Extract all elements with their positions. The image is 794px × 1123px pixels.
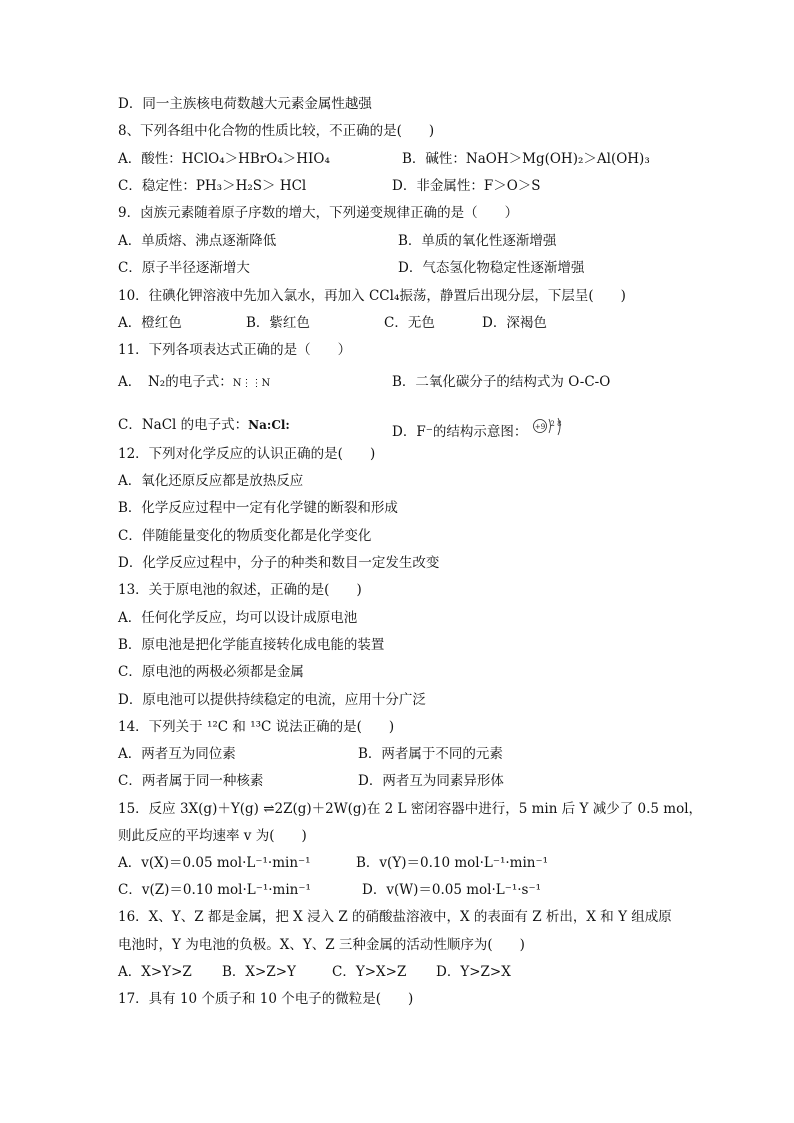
question-17: 17．具有 10 个质子和 10 个电子的微粒是( ) xyxy=(118,991,414,1007)
q15-option-c: C．v(Z)＝0.10 mol·L⁻¹·min⁻¹ xyxy=(118,882,311,898)
q11-option-b: B．二氧化碳分子的结构式为 O-C-O xyxy=(392,374,611,390)
q9-option-a: A．单质熔、沸点逐渐降低 xyxy=(118,233,277,249)
question-14: 14．下列关于 ¹²C 和 ¹³C 说法正确的是( ) xyxy=(118,719,395,735)
question-9: 9．卤族元素随着原子序数的增大，下列递变规律正确的是（ ） xyxy=(118,205,519,221)
q11d-label: D．F⁻的结构示意图： xyxy=(392,424,528,440)
q12-option-b: B．化学反应过程中一定有化学键的断裂和形成 xyxy=(118,500,398,516)
question-15: 15．反应 3X(g)＋Y(g) ⇌2Z(g)＋2W(g)在 2 L 密闭容器中进行，5 min 后 Y 减少了 0.5 mol， xyxy=(118,801,703,817)
q9-option-d: D．气态氢化物稳定性逐渐增强 xyxy=(398,260,585,276)
q13-option-d: D．原电池可以提供持续稳定的电流，应用十分广泛 xyxy=(118,692,426,708)
q9-option-c: C．原子半径逐渐增大 xyxy=(118,260,250,276)
q11-option-a xyxy=(118,373,270,393)
q14-option-d: D．两者互为同素异形体 xyxy=(358,773,504,789)
q12-option-a: A．氧化还原反应都是放热反应 xyxy=(118,473,304,489)
q10-option-c: C．无色 xyxy=(384,315,435,331)
q8-option-b: B．碱性：NaOH＞Mg(OH)₂＞Al(OH)₃ xyxy=(402,151,650,167)
q16-option-b: B．X>Z>Y xyxy=(222,964,296,980)
question-12: 12．下列对化学反应的认识正确的是( ) xyxy=(118,446,376,462)
q13-option-b: B．原电池是把化学能直接转化成电能的装置 xyxy=(118,637,385,653)
q11a-label: A． N₂的电子式： xyxy=(118,374,233,390)
question-13: 13．关于原电池的叙述，正确的是( ) xyxy=(118,582,362,598)
q16-option-c: C．Y>X>Z xyxy=(332,964,407,980)
fluoride-ion-structure-diagram xyxy=(532,416,582,442)
q11c-label: C．NaCl 的电子式： xyxy=(118,417,249,433)
q10-option-b: B．紫红色 xyxy=(246,315,310,331)
q16-option-a: A．X>Y>Z xyxy=(118,964,192,980)
question-15-continuation: 则此反应的平均速率 v 为( ) xyxy=(118,828,307,844)
q15-option-a: A．v(X)＝0.05 mol·L⁻¹·min⁻¹ xyxy=(118,855,311,871)
q15-option-b: B．v(Y)＝0.10 mol·L⁻¹·min⁻¹ xyxy=(356,855,549,871)
q10-option-d: D．深褐色 xyxy=(482,315,547,331)
q12-option-d: D．化学反应过程中，分子的种类和数目一定发生改变 xyxy=(118,555,440,571)
q13-option-c: C．原电池的两极必须都是金属 xyxy=(118,664,304,680)
q8-option-a: A．酸性：HClO₄＞HBrO₄＞HIO₄ xyxy=(118,151,330,167)
nacl-electron-formula: Na:Cl: xyxy=(248,418,290,432)
n2-electron-formula: N⋮⋮N xyxy=(232,378,271,389)
q11-option-c xyxy=(118,416,290,434)
q15-option-d: D．v(W)＝0.05 mol·L⁻¹·s⁻¹ xyxy=(362,882,542,898)
q14-option-a: A．两者互为同位素 xyxy=(118,746,236,762)
nucleus-charge-label: +9 xyxy=(534,423,545,431)
q14-option-c: C．两者属于同一种核素 xyxy=(118,773,264,789)
option-d-same-group: D．同一主族核电荷数越大元素金属性越强 xyxy=(118,96,372,112)
question-16-continuation: 电池时，Y 为电池的负极。X、Y、Z 三种金属的活动性顺序为( ) xyxy=(118,937,525,953)
q11-option-d xyxy=(392,416,582,442)
electron-shells-label: 2 8 xyxy=(550,420,562,428)
question-8: 8、下列各组中化合物的性质比较，不正确的是( ) xyxy=(118,123,435,139)
q8-option-d: D．非金属性：F＞O＞S xyxy=(392,178,541,194)
q9-option-b: B．单质的氧化性逐渐增强 xyxy=(398,233,557,249)
q14-option-b: B．两者属于不同的元素 xyxy=(358,746,503,762)
q8-option-c: C．稳定性：PH₃＞H₂S＞ HCl xyxy=(118,178,307,194)
question-16: 16．X、Y、Z 都是金属，把 X 浸入 Z 的硝酸盐溶液中，X 的表面有 Z 析出，X 和 Y 组成原 xyxy=(118,909,672,925)
q12-option-c: C．伴随能量变化的物质变化都是化学变化 xyxy=(118,528,372,544)
q10-option-a: A．橙红色 xyxy=(118,315,182,331)
question-11: 11．下列各项表达式正确的是（ ） xyxy=(118,342,352,358)
q16-option-d: D．Y>Z>X xyxy=(436,964,511,980)
q13-option-a: A．任何化学反应，均可以设计成原电池 xyxy=(118,610,358,626)
question-10: 10．往碘化钾溶液中先加入氯水，再加入 CCl₄振荡，静置后出现分层，下层呈( ) xyxy=(118,288,626,304)
